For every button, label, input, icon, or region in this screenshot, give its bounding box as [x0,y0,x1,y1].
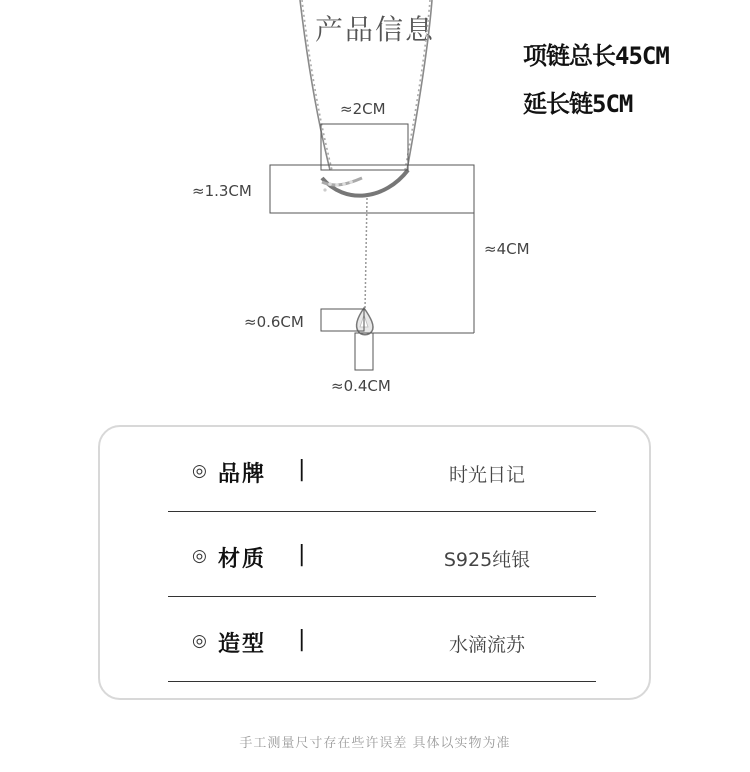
brand-value: 时光日记 [448,464,525,486]
material-key: 材质 [218,547,267,572]
tassel-chain [365,198,367,310]
product-info-card [98,425,651,700]
info-row-brand [168,427,596,512]
style-value: 水滴流苏 [448,634,525,656]
info-row-material [168,512,596,597]
drop-length-label: ≈4CM [484,240,530,258]
material-value: S925纯银 [443,549,531,571]
drop-height-label: ≈0.6CM [244,313,304,331]
row-separator: | [298,627,306,652]
bullet-icon: ◎ [192,461,207,481]
pendant-arc [322,170,408,196]
measurement-disclaimer: 手工测量尺寸存在些许误差 具体以实物为准 [239,736,511,751]
bullet-icon: ◎ [192,546,207,566]
info-row-style [168,597,596,682]
bullet-icon: ◎ [192,631,207,651]
necklace-chain [300,0,432,170]
pendant-width-label: ≈2CM [340,100,386,118]
dimension-guides [270,124,474,370]
brand-key: 品牌 [218,462,267,487]
row-separator: | [298,542,306,567]
total-length-spec: 项链总长45CM [523,42,669,70]
extension-length-spec: 延长链5CM [523,90,633,118]
page-title: 产品信息 [314,13,435,46]
row-separator: | [298,457,306,482]
pendant-height-label: ≈1.3CM [192,182,252,200]
drop-width-label: ≈0.4CM [331,377,391,395]
style-key: 造型 [218,632,267,657]
